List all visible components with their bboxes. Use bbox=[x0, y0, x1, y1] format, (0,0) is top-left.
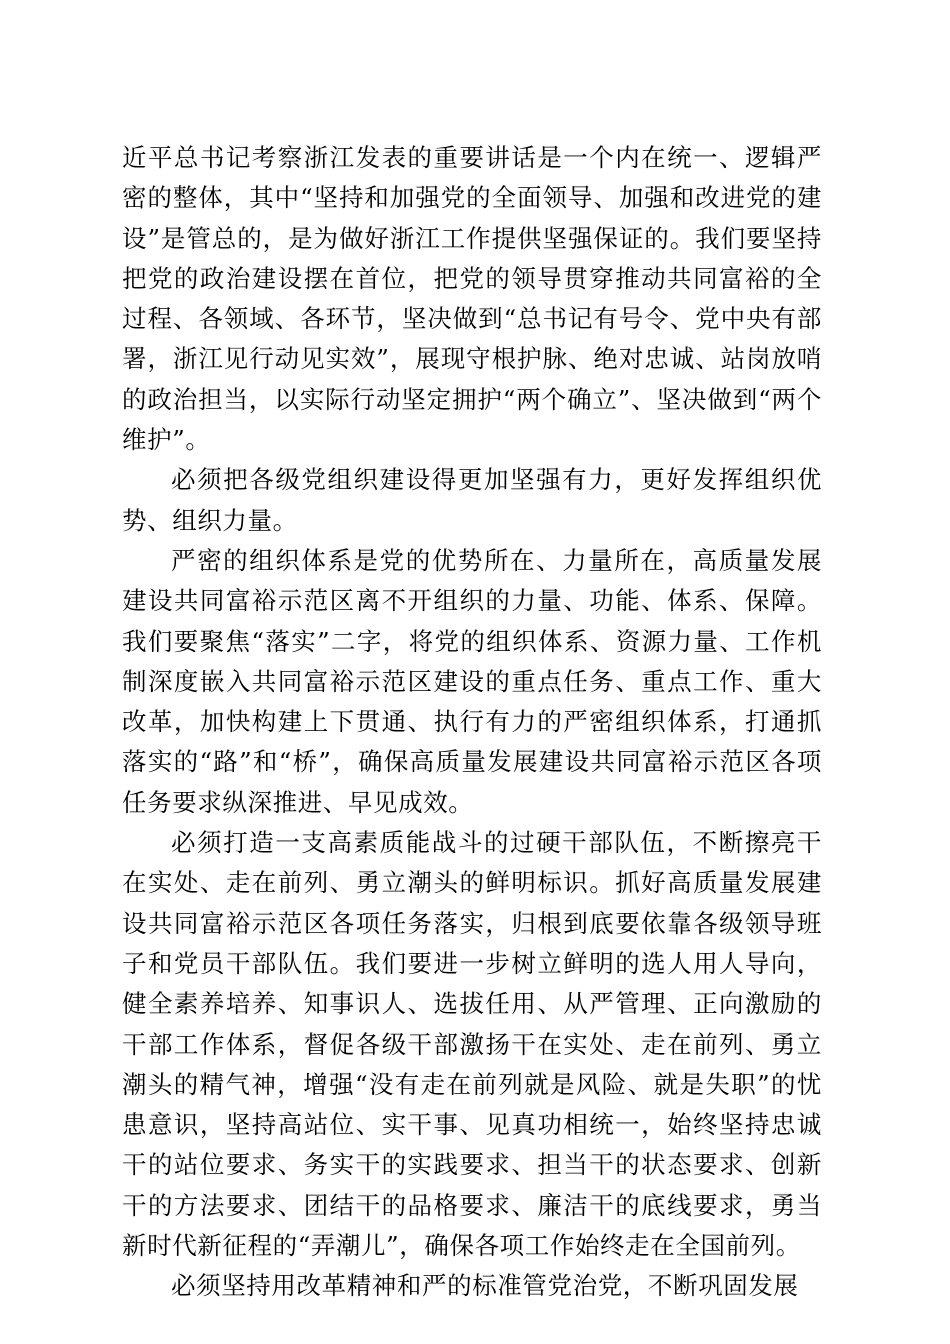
document-body bbox=[122, 138, 822, 1307]
paragraph-2: 必须把各级党组织建设得更加坚强有力，更好发挥组织优势、组织力量。 bbox=[122, 465, 822, 535]
paragraph-3: 严密的组织体系是党的优势所在、力量所在，高质量发展建设共同富裕示范区离不开组织的力量、功能、体系、保障。我们要聚焦“落实”二字，将党的组织体系、资源力量、工作机制深度嵌入共同富裕示范区建设的重点任务、重点工作、重大改革，加快构建上下贯通、执行有力的严密组织体系，打通抓落实的“路”和“桥”，确保高质量发展建设共同富裕示范区各项任务要求纵深推进、早见成效。 bbox=[122, 545, 822, 817]
paragraph-1: 近平总书记考察浙江发表的重要讲话是一个内在统一、逻辑严密的整体，其中“坚持和加强党的全面领导、加强和改进党的建设”是管总的，是为做好浙江工作提供坚强保证的。我们要坚持把党的政治建设摆在首位，把党的领导贯穿推动共同富裕的全过程、各领域、各环节，坚决做到“总书记有号令、党中央有部署，浙江见行动见实效”，展现守根护脉、绝对忠诚、站岗放哨的政治担当，以实际行动坚定拥护“两个确立”、坚决做到“两个维护”。 bbox=[122, 143, 822, 455]
paragraph-5: 必须坚持用改革精神和严的标准管党治党，不断巩固发展 bbox=[171, 1271, 799, 1301]
paragraph-4: 必须打造一支高素质能战斗的过硬干部队伍，不断擦亮干在实处、走在前列、勇立潮头的鲜明标识。抓好高质量发展建设共同富裕示范区各项任务落实，归根到底要依靠各级领导班子和党员干部队伍。我们要进一步树立鲜明的选人用人导向，健全素养培养、知事识人、选拔任用、从严管理、正向激励的干部工作体系，督促各级干部激扬干在实处、走在前列、勇立潮头的精气神，增强“没有走在前列就是风险、就是失职”的忧患意识，坚持高站位、实干事、见真功相统一，始终坚持忠诚干的站位要求、务实干的实践要求、担当干的状态要求、创新干的方法要求、团结干的品格要求、廉洁干的底线要求，勇当新时代新征程的“弄潮儿”，确保各项工作始终走在全国前列。 bbox=[122, 828, 822, 1261]
